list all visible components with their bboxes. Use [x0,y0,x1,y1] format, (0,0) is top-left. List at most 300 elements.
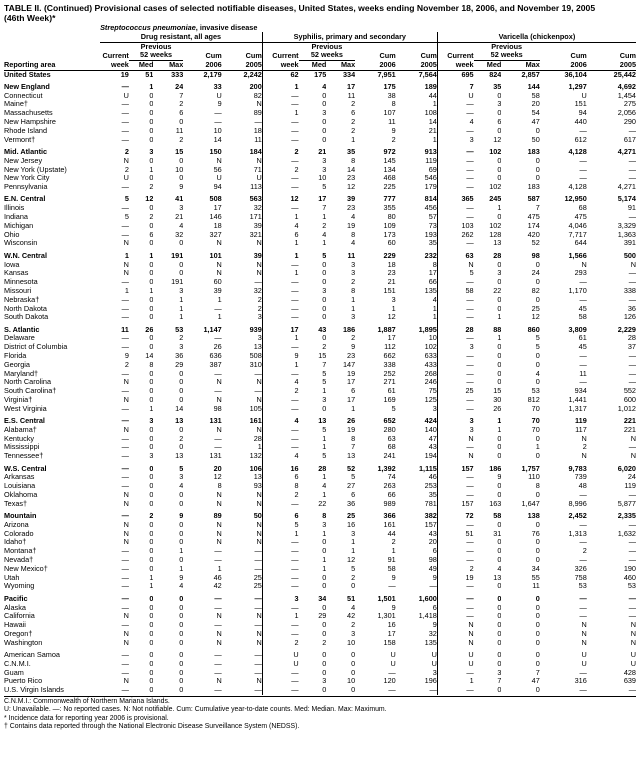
value-cell: 35 [396,491,438,500]
value-cell: 58 [578,313,587,322]
value-cell: 8 [535,482,540,491]
value-cell: 1 [497,425,502,434]
value-cell: 0 [497,174,502,183]
reporting-area-cell: Rhode Island [4,126,48,135]
value-cell: 9 [396,621,438,630]
value-cell: 1 [351,547,356,556]
value-cell: 4 [351,239,356,248]
value-cell: 10 [396,334,438,343]
value-cell: N [222,100,263,109]
value-cell: 41 [175,194,184,204]
value-cell: 0 [535,659,540,668]
value-cell: 0 [322,91,327,100]
value-cell: — [466,360,474,369]
value-cell: 157 [461,463,474,473]
value-cell: — [628,269,636,278]
value-cell: 17 [387,629,396,638]
value-cell: — [214,668,222,677]
value-cell: — [291,369,299,378]
value-cell: 28 [493,250,502,260]
value-cell: N [222,630,263,639]
value-cell: 777 [383,194,396,204]
value-cell: — [214,659,222,668]
reporting-area-cell: Pennsylvania [4,183,48,192]
value-cell: 0 [535,360,540,369]
value-cell: 280 [383,425,396,434]
value-cell: 5 [322,183,327,192]
value-cell: — [121,100,129,109]
value-cell: 75 [396,387,438,396]
value-cell: 0 [179,621,184,630]
table-row [4,79,636,91]
value-cell: 2 [149,511,154,521]
value-cell: 3 [351,629,356,638]
value-cell: 0 [179,378,184,387]
value-cell: 7,717 [568,230,587,239]
value-cell: — [579,126,587,135]
value-cell: 1,632 [617,529,636,538]
value-cell: 117 [575,425,587,434]
value-cell: — [214,621,222,630]
value-cell: 47 [531,118,540,127]
value-cell: — [121,686,129,695]
value-cell: — [579,612,587,621]
value-cell: 0 [497,304,502,313]
value-cell: 1 [497,416,502,426]
value-cell: 8 [391,100,396,109]
value-cell: 30 [493,395,502,404]
value-cell: 0 [179,387,184,396]
value-cell: 1 [294,529,299,538]
value-cell: 158 [383,638,396,647]
value-cell: — [121,473,129,482]
value-cell: 11 [347,91,356,100]
value-cell: 0 [149,677,154,686]
value-cell: 38 [387,91,396,100]
value-cell: N [216,239,222,248]
value-cell: 47 [531,677,540,686]
value-cell: 4,046 [568,221,587,230]
med-label-2: Med [311,60,327,69]
previous-label-2: Previous [311,42,343,51]
table-row [4,443,636,452]
value-cell: 1 [322,434,327,443]
value-cell: 0 [149,547,154,556]
value-cell: 5 [351,473,356,482]
table-row [4,521,636,530]
value-cell: 0 [497,621,502,630]
value-cell: 0 [497,165,502,174]
value-cell: 171 [222,213,263,222]
value-cell: 0 [497,538,502,547]
value-cell: N [630,629,636,638]
value-cell: 2 [294,387,299,396]
value-cell: 35 [493,81,502,91]
value-cell: 326 [574,564,587,573]
value-cell: 28 [627,334,636,343]
value-cell: 0 [179,118,184,127]
value-cell: 80 [387,213,396,222]
value-cell: 60 [213,278,222,287]
value-cell: 106 [222,461,263,473]
value-cell: — [466,146,474,156]
value-cell: 35 [396,239,438,248]
value-cell: 0 [535,174,540,183]
reporting-area-cell: New Jersey [4,156,43,165]
value-cell: 6 [294,473,299,482]
value-cell: 63 [465,250,474,260]
value-cell: — [291,573,299,582]
value-cell: 6 [294,230,299,239]
reporting-area-cell: United States [4,70,51,79]
value-cell: — [466,334,474,343]
value-cell: N [222,269,263,278]
value-cell: — [466,313,474,322]
value-cell: 175 [314,70,327,79]
value-cell: 2 [149,213,154,222]
value-cell: 0 [535,556,540,565]
reporting-area-cell: Michigan [4,221,34,230]
value-cell: 135 [396,639,438,648]
value-cell: 0 [179,629,184,638]
value-cell: — [628,556,636,565]
value-cell: — [121,387,129,396]
value-cell: 29 [175,360,184,369]
value-cell: N [222,261,263,270]
med-label-3: Med [486,60,502,69]
cum-label-2b: Cum [396,51,438,60]
value-cell: 175 [383,81,396,91]
value-cell: 0 [149,91,154,100]
value-cell: 82 [222,92,263,101]
value-cell: — [121,511,129,521]
value-cell: 25 [531,304,540,313]
value-cell: N [123,260,129,269]
value-cell: 58 [493,511,502,521]
value-cell: 0 [149,295,154,304]
value-cell: — [222,591,263,603]
value-cell: 0 [149,650,154,659]
previous-label-1: Previous [140,42,172,51]
value-cell: 189 [396,79,438,91]
value-cell: — [466,109,474,118]
value-cell: 5 [391,404,396,413]
value-cell: 2 [322,343,327,352]
value-cell: 7,951 [377,70,396,79]
value-cell: N [216,378,222,387]
value-cell: — [121,659,129,668]
reporting-area-cell: Virginia† [4,395,33,404]
value-cell: 194 [396,452,438,461]
reporting-area-cell: Guam [4,668,24,677]
value-cell: 36 [627,304,636,313]
value-cell: — [628,174,636,183]
value-cell: 6 [294,511,299,521]
value-cell: 365 [461,194,474,204]
table-row [4,387,636,396]
reporting-area-cell: New Mexico† [4,564,48,573]
value-cell: 338 [383,360,396,369]
table-row [4,248,636,260]
value-cell: — [121,204,129,213]
table-row [4,370,636,379]
value-cell: — [466,538,474,547]
table-row [4,334,636,343]
table-title-line2: (46th Week)* [4,13,56,23]
value-cell: 7 [535,204,540,213]
year-2006-label-3: 2006 [570,60,587,69]
value-cell: 0 [497,629,502,638]
value-cell: 1 [322,387,327,396]
value-cell: 456 [396,204,438,213]
previous-label-3: Previous [491,42,523,51]
value-cell: 972 [383,146,396,156]
value-cell: 652 [383,416,396,426]
value-cell: 0 [351,650,356,659]
value-cell: 9 [179,511,184,521]
value-cell: N [216,499,222,508]
value-cell: 1 [497,313,502,322]
value-cell: — [214,556,222,565]
value-cell: 0 [149,260,154,269]
value-cell: 460 [623,573,636,582]
value-cell: U [630,650,636,659]
value-cell: U [396,648,438,660]
reporting-area-cell: Arkansas [4,473,35,482]
max-label-1: Max [169,60,184,69]
value-cell: 0 [497,638,502,647]
value-cell: — [121,135,129,144]
value-cell: 10 [347,638,356,647]
value-cell: 61 [578,334,587,343]
value-cell: 1 [396,100,438,109]
table-row [4,322,636,334]
table-body [4,70,636,695]
max-label-2: Max [340,60,356,69]
table-row [4,144,636,156]
value-cell: 2 [351,278,356,287]
value-cell: N [630,260,636,269]
value-cell: 989 [383,499,396,508]
value-cell: 32 [175,230,184,239]
value-cell: 0 [179,638,184,647]
value-cell: 0 [322,603,327,612]
value-cell: 1 [322,473,327,482]
value-cell: 94 [213,183,222,192]
value-cell: N [222,491,263,500]
value-cell: 1,454 [617,91,636,100]
table-row [4,174,636,183]
value-cell: 9 [217,100,222,109]
value-cell: 824 [489,70,502,79]
value-cell: 382 [396,509,438,521]
value-cell: — [466,520,474,529]
value-cell: 145 [383,156,396,165]
value-cell: — [291,686,299,695]
value-cell: 860 [527,324,540,334]
value-cell: 0 [179,269,184,278]
value-cell: 135 [396,287,438,296]
reporting-area-cell: E.S. Central [4,416,45,426]
value-cell: 46 [213,573,222,582]
reporting-area-cell: Pacific [4,593,28,603]
value-cell: 8 [217,482,222,491]
value-cell: 1 [149,582,154,591]
value-cell: — [291,556,299,565]
value-cell: 0 [149,425,154,434]
value-cell: 2 [294,638,299,647]
value-cell: 47 [396,435,438,444]
value-cell: N [216,490,222,499]
value-cell: 191 [171,250,184,260]
value-cell: 21 [387,278,396,287]
value-cell: 13 [318,416,327,426]
value-cell: 134 [383,165,396,174]
value-cell: 42 [347,612,356,621]
value-cell: 0 [535,593,540,603]
value-cell: 0 [535,547,540,556]
table-title [4,0,636,23]
value-cell: 146 [209,213,222,222]
value-cell: 102 [489,221,502,230]
value-cell: — [466,100,474,109]
reporting-area-cell: California [4,612,35,621]
value-cell: 0 [322,621,327,630]
table-row [4,70,636,79]
value-cell: 4 [396,296,438,305]
reporting-area-cell: Oregon† [4,629,33,638]
value-cell: 3 [322,677,327,686]
value-cell: N [222,396,263,405]
table-row [4,296,636,305]
value-cell: 2 [294,490,299,499]
value-cell: 50 [222,509,263,521]
value-cell: 0 [149,135,154,144]
value-cell: 0 [535,629,540,638]
value-cell: 11 [222,136,263,145]
value-cell: N [222,521,263,530]
value-cell: — [291,443,299,452]
value-cell: 1,895 [396,322,438,334]
value-cell: — [121,278,129,287]
value-cell: 0 [179,369,184,378]
value-cell: 0 [149,612,154,621]
value-cell: 0 [535,538,540,547]
value-cell: 1 [294,250,299,260]
value-cell: 74 [387,473,396,482]
value-cell: 0 [322,126,327,135]
value-cell: 184 [222,144,263,156]
value-cell: 3 [149,146,154,156]
value-cell: — [291,425,299,434]
value-cell: 8 [396,261,438,270]
value-cell: 18 [222,127,263,136]
value-cell: 131 [209,416,222,426]
value-cell: 4 [322,230,327,239]
value-cell: 508 [222,352,263,361]
value-cell: 10 [213,126,222,135]
value-cell: 0 [179,156,184,165]
value-cell: 183 [527,146,540,156]
value-cell: 0 [149,538,154,547]
value-cell: 8,996 [568,499,587,508]
value-cell: 54 [531,109,540,118]
value-cell: — [628,369,636,378]
value-cell: 0 [149,629,154,638]
value-cell: — [214,593,222,603]
table-row [4,639,636,648]
value-cell: 25 [222,574,263,583]
value-cell: — [121,295,129,304]
value-cell: 25 [222,582,263,591]
value-cell: — [466,404,474,413]
table-row [4,482,636,491]
value-cell: — [121,452,129,461]
value-cell: — [291,564,299,573]
value-cell: 420 [527,230,540,239]
value-cell: — [121,81,129,91]
value-cell: 0 [535,278,540,287]
value-cell: 4,692 [617,81,636,91]
reporting-area-cell: Mid. Atlantic [4,146,48,156]
value-cell: 6 [179,109,184,118]
week-label-2: week [280,60,299,69]
value-cell: 43 [396,443,438,452]
week-label-1: week [111,60,129,69]
value-cell: 88 [493,324,502,334]
value-cell: 61 [387,387,396,396]
reporting-area-cell: Oklahoma [4,490,38,499]
value-cell: 1 [294,334,299,343]
table-row [4,473,636,482]
value-cell: 781 [396,500,438,509]
value-cell: 20 [396,538,438,547]
value-cell: 6 [396,604,438,613]
table-row [4,92,636,101]
value-cell: 53 [578,582,587,591]
value-cell: 22 [493,286,502,295]
value-cell: 34 [531,564,540,573]
value-cell: 35 [347,146,356,156]
table-row [4,509,636,521]
group-header-varicella: Varicella (chickenpox) [437,32,636,42]
value-cell: 9 [497,473,502,482]
value-cell: 4 [351,213,356,222]
value-cell: 0 [535,520,540,529]
value-cell: N [123,156,129,165]
value-cell: 2 [351,334,356,343]
value-cell: 11 [175,126,184,135]
value-cell: 4 [322,482,327,491]
value-cell: — [466,165,474,174]
value-cell: 23 [387,269,396,278]
value-cell: 355 [383,204,396,213]
table-row [4,677,636,686]
value-cell: 0 [149,204,154,213]
value-cell: 0 [149,313,154,322]
value-cell: 5 [124,194,129,204]
weeks-label-2: 52 weeks [299,51,356,60]
header-spacer [4,23,100,32]
group-header-syphilis: Syphilis, primary and secondary [262,32,437,42]
value-cell: 2 [294,165,299,174]
value-cell: — [579,686,587,695]
value-cell: — [291,126,299,135]
value-cell: 48 [578,482,587,491]
value-cell: 0 [179,538,184,547]
value-cell: — [291,295,299,304]
table-row [4,604,636,613]
